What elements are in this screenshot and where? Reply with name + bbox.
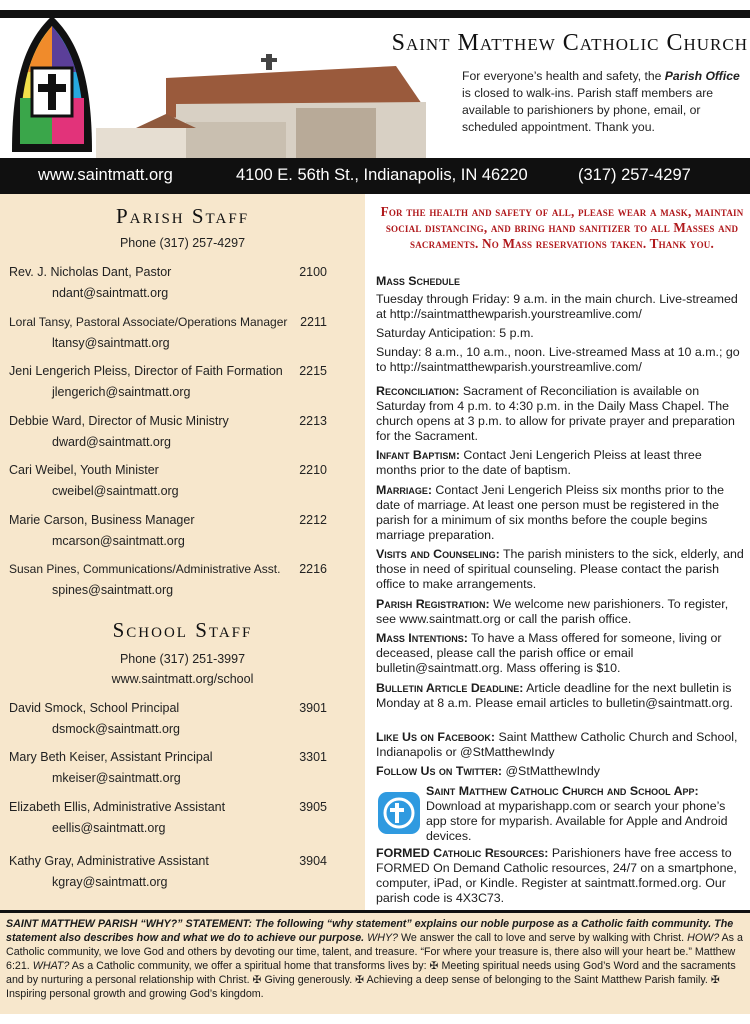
staff-entry [0,315,365,355]
registration-info [376,597,744,627]
section-text: The parish ministers to the sick, elderly, and those in need of spiritual counseling. Please contact the parish office to make arrangements. [376,547,744,591]
staff-extension: 2213 [299,414,327,428]
why-statement-heading: SAINT MATTHEW PARISH “WHY?” STATEMENT: The following “why statement” explains our noble purpose as a Catholic faith community. The statement also describes how and what we do to achieve our purpose. [6,918,734,944]
closure-text-end: is closed to walk-ins. Parish staff members are available to parishioners by phone, email, or scheduled appointment. Thank you. [462,86,714,134]
staff-extension: 2211 [300,315,327,329]
section-text: Article deadline for the next bulletin is Monday at 8 a.m. Please email articles to bulletin@saintmatt.org. [376,681,733,710]
mass-weekday: Tuesday through Friday: 9 a.m. in the main church. Live-streamed at http://saintmatthewparish.yourstreamlive.com/ [376,292,738,321]
closure-emphasis: Parish Office [664,69,740,83]
staff-extension: 2212 [299,513,327,527]
staff-extension: 2215 [299,364,327,378]
myparish-app-icon[interactable] [378,792,420,834]
staff-name: Mary Beth Keiser, Assistant Principal [9,750,213,764]
section-label: Follow Us on Twitter: [376,764,503,778]
mass-saturday: Saturday Anticipation: 5 p.m. [376,326,534,340]
app-info [426,784,746,844]
staff-email[interactable]: mcarson@saintmatt.org [52,534,185,548]
staff-entry [0,364,365,404]
staff-entry [0,414,365,454]
staff-extension: 2210 [299,463,327,477]
formed-info [376,846,744,906]
section-text: Saint Matthew Catholic Church and School, Indianapolis or @StMatthewIndy [376,730,738,759]
twitter-info [376,764,744,779]
school-staff-phone: Phone (317) 251-3997 [119,652,246,666]
how-text: As a Catholic community, we love God and others by devoting our time, talent, and treasure. “For where your treasure is, there also will your heart be.” Matthew 6:21. [6,932,743,972]
section-text: Download at myparishapp.com or search your phone’s app store for myparish. Available for Apple and Android devices. [426,799,728,843]
main-phone: (317) 257-4297 [578,166,691,184]
section-label: Parish Registration: [376,597,490,611]
section-label: Reconciliation: [376,384,460,398]
staff-email[interactable]: dsmock@saintmatt.org [52,722,181,736]
staff-email[interactable]: spines@saintmatt.org [52,583,174,597]
staff-name: Jeni Lengerich Pleiss, Director of Faith Formation [9,364,283,378]
staff-entry [0,750,365,790]
staff-entry [0,562,365,602]
staff-extension: 3905 [299,800,327,814]
staff-extension: 3901 [299,701,327,715]
bottom-margin [0,1014,750,1024]
staff-email[interactable]: ndant@saintmatt.org [52,286,169,300]
reconciliation-info [376,384,744,444]
church-name: Saint Matthew Catholic Church [391,30,748,56]
baptism-info [376,448,744,478]
section-text: Contact Jeni Lengerich Pleiss at least three months prior to the date of baptism. [376,448,702,477]
why-text: We answer the call to love and serve by walking with Christ. [398,932,685,944]
staff-name: Susan Pines, Communications/Administrative Asst. [9,562,281,576]
staff-name: Debbie Ward, Director of Music Ministry [9,414,229,428]
staff-email[interactable]: ltansy@saintmatt.org [52,336,170,350]
mass-sunday: Sunday: 8 a.m., 10 a.m., noon. Live-streamed Mass at 10 a.m.; go to http://saintmatthewparish.yourstreamlive.com/ [376,345,740,374]
top-rule [0,10,750,18]
staff-name: Kathy Gray, Administrative Assistant [9,854,209,868]
staff-extension: 3904 [299,854,327,868]
staff-entry [0,513,365,553]
section-text: @StMatthewIndy [502,764,601,778]
staff-email[interactable]: cweibel@saintmatt.org [52,484,179,498]
section-text: Sacrament of Reconciliation is available on Saturday from 4 p.m. to 4:30 p.m. in the Daily Mass Chapel. The church opens at 3 p.m. to allow for private prayer and preparation for the Sacrament. [376,384,735,443]
staff-extension: 2100 [299,265,327,279]
what-text: As a Catholic community, we offer a spiritual home that transforms lives by: ✠ Meeting spiritual needs using God’s Word and the sacraments and by nurturing a personal relationship with Christ. ✠ Giving generously. ✠ Achieving a deep sense of belonging to the Saint Matthew Parish family. ✠ Inspiring personal growth and growing God’s kingdom. [6,960,736,1000]
why-statement [6,917,744,1001]
visits-info [376,547,744,592]
mass-schedule [376,274,744,375]
closure-text-start: For everyone’s health and safety, the [462,69,665,83]
website-link[interactable]: www.saintmatt.org [38,166,173,184]
staff-email[interactable]: mkeiser@saintmatt.org [52,771,181,785]
staff-entry [0,701,365,741]
staff-extension: 3301 [299,750,327,764]
school-staff-title: School Staff [112,618,253,642]
office-closure-notice [462,68,742,136]
staff-name: Loral Tansy, Pastoral Associate/Operations Manager [9,315,288,329]
staff-entry [0,265,365,305]
section-label: Marriage: [376,483,432,497]
section-label: FORMED Catholic Resources: [376,846,549,860]
why-statement-box [0,910,750,1017]
section-text: To have a Mass offered for someone, living or deceased, please call the parish office or email bulletin@saintmatt.org. Mass offering is $10. [376,631,722,675]
parish-staff-title: Parish Staff [115,204,250,228]
marriage-info [376,483,744,543]
staff-entry [0,800,365,840]
covid-notice: For the health and safety of all, please wear a mask, maintain social distancing, and bring hand sanitizer to all Masses and sacraments. No Mass reservations taken. Thank you. [380,204,744,251]
section-label: Like Us on Facebook: [376,730,496,744]
bulletin-deadline-info [376,681,744,711]
staff-email[interactable]: jlengerich@saintmatt.org [52,385,191,399]
section-label: Saint Matthew Catholic Church and School App: [426,784,699,798]
staff-email[interactable]: dward@saintmatt.org [52,435,171,449]
section-text: Contact Jeni Lengerich Pleiss six months prior to the date of marriage. At least one person must be registered in the parish for a minimum of six months before the couple begins marriage preparation. [376,483,724,542]
staff-name: Rev. J. Nicholas Dant, Pastor [9,265,172,279]
school-website-link[interactable]: www.saintmatt.org/school [111,672,254,686]
staff-email[interactable]: eellis@saintmatt.org [52,821,166,835]
staff-column [0,194,365,910]
staff-extension: 2216 [299,562,327,576]
section-label: Bulletin Article Deadline: [376,681,524,695]
address: 4100 E. 56th St., Indianapolis, IN 46220 [236,166,528,184]
staff-name: David Smock, School Principal [9,701,180,715]
staff-entry [0,463,365,503]
section-text: We welcome new parishioners. To register, see www.saintmatt.org or call the parish office. [376,597,729,626]
contact-bar [0,158,750,194]
mass-intentions-info [376,631,744,676]
staff-email[interactable]: kgray@saintmatt.org [52,875,168,889]
how-label: HOW? [687,932,720,944]
section-text: Parishioners have free access to FORMED On Demand Catholic resources, 24/7 on a smartphone, computer, iPad, or Kindle. Register at saintmatt.formed.org. Our parish code is 4X3C73. [376,846,737,905]
what-label: WHAT? [32,960,70,972]
church-logo [4,12,100,156]
why-label: WHY? [367,932,398,944]
section-label: Infant Baptism: [376,448,460,462]
facebook-info [376,730,744,760]
staff-name: Elizabeth Ellis, Administrative Assistant [9,800,226,814]
staff-name: Marie Carson, Business Manager [9,513,195,527]
staff-name: Cari Weibel, Youth Minister [9,463,159,477]
staff-entry [0,854,365,894]
section-label: Visits and Counseling: [376,547,500,561]
parish-staff-phone: Phone (317) 257-4297 [119,236,246,250]
section-label: Mass Intentions: [376,631,468,645]
mass-schedule-title: Mass Schedule [376,274,461,288]
